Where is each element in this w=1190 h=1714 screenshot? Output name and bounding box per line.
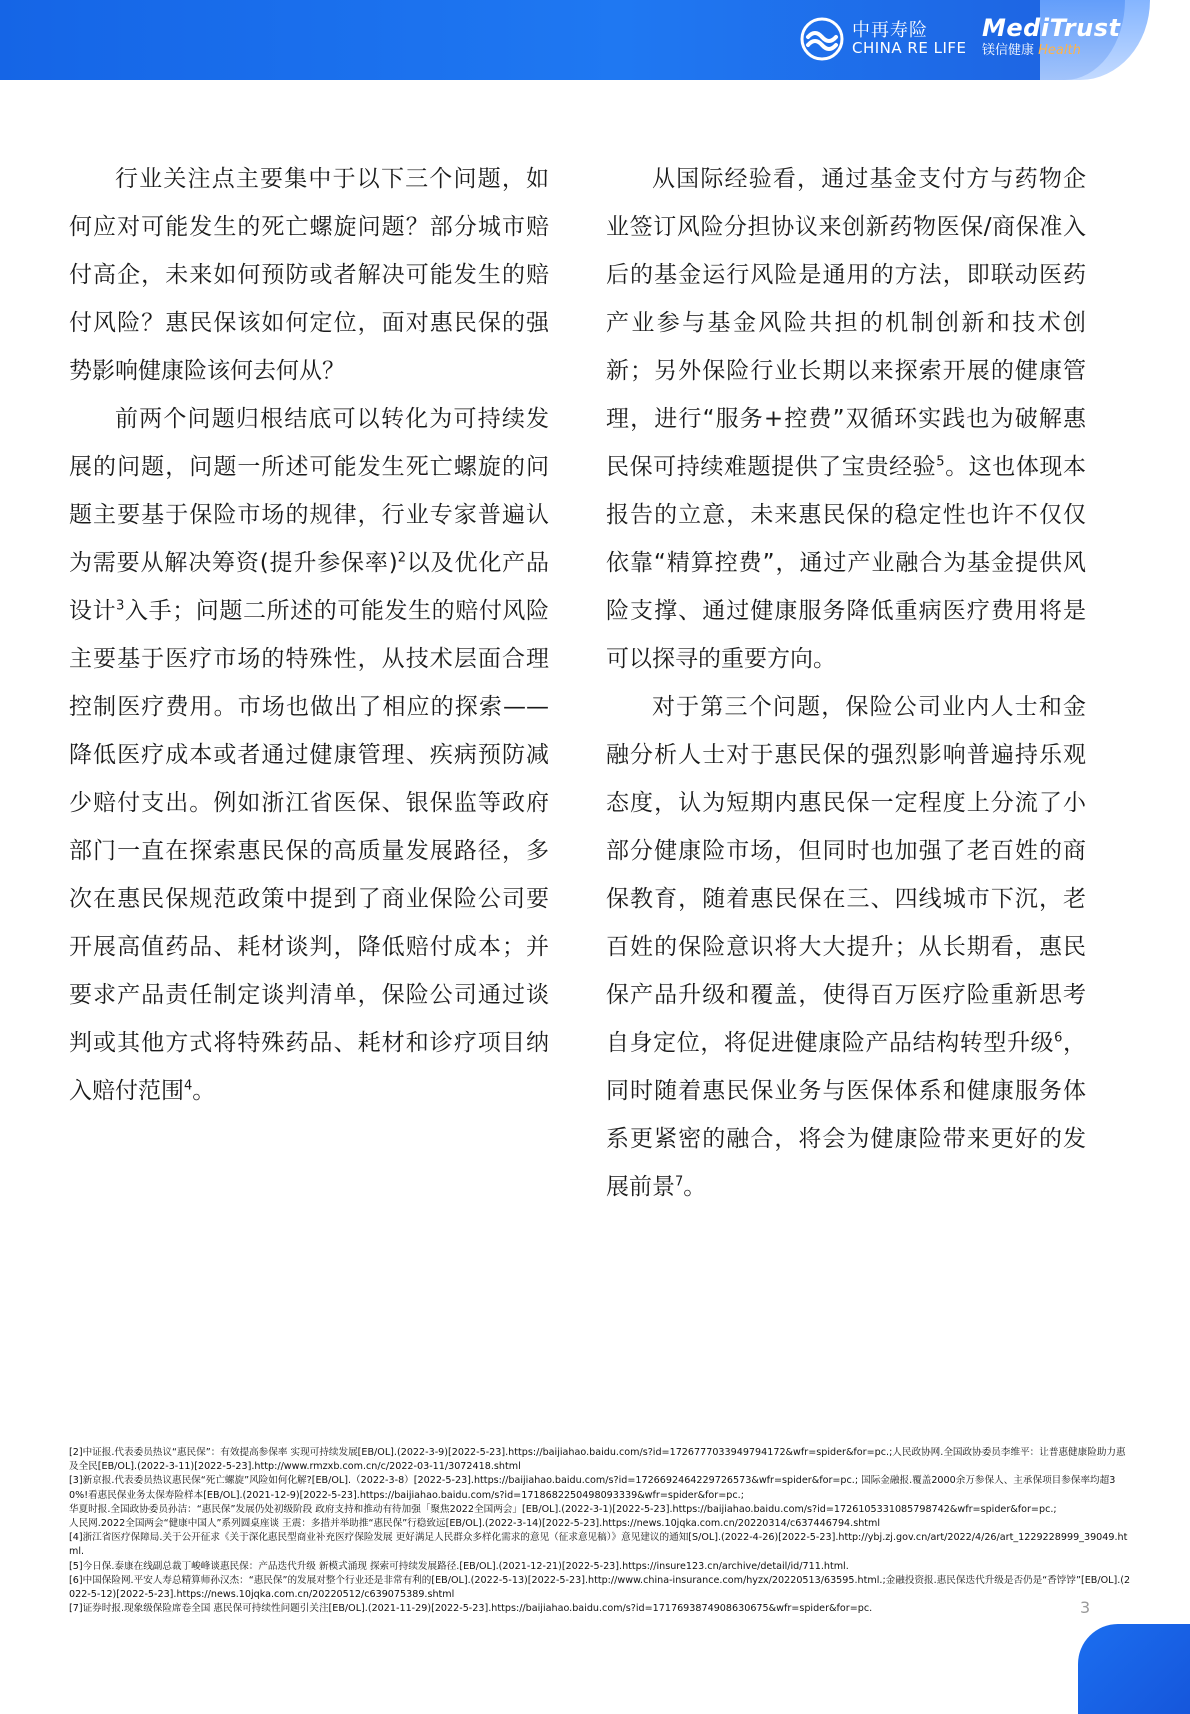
- paragraph-text: 前两个问题归根结底可以转化为可持续发展的问题，问题一所述可能发生死亡螺旋的问题主要基于保险市场的规律，行业专家普遍认为需要从解决筹资(提升参保率): [69, 406, 549, 576]
- logo-cn-text: 中再寿险: [852, 19, 928, 41]
- footnote-ref[interactable]: 5: [936, 454, 945, 470]
- paragraph-text: 从国际经验看，通过基金支付方与药物企业签订风险分担协议来创新药物医保/商保准入后的基金运行风险是通用的方法，即联动医药产业参与基金风险共担的机制创新和技术创新；另外保险行业长期以来探索开展的健康管理，进行“服务+控费”双循环实践也为破解惠民保可持续难题提供了宝贵经验: [606, 166, 1086, 480]
- paragraph: [606, 155, 1086, 683]
- footnote: [4]浙江省医疗保障局.关于公开征求《关于深化惠民型商业补充医疗保险发展 更好满足人民群众多样化需求的意见（征求意见稿）》意见建议的通知[S/OL].(2022-4-26)[2022-5-23].http://ybj.zj.gov.cn/art/2022/4/26/art_1229228999_39049.html.: [69, 1532, 1128, 1558]
- meditrust-logo: [982, 16, 1120, 57]
- page-number: 3: [1080, 1598, 1091, 1617]
- china-re-life-logo-icon: [800, 17, 844, 61]
- right-column: [606, 155, 1086, 1211]
- paragraph-text: ，同时随着惠民保业务与医保体系和健康服务体系更紧密的融合，将会为健康险带来更好的发展前景: [606, 1030, 1087, 1200]
- paragraph: [69, 395, 549, 1115]
- footnote: [2]中证报.代表委员热议“惠民保”：有效提高参保率 实现可持续发展[EB/OL].(2022-3-9)[2022-5-23].https://baijiahao.baidu.com/s?id=1726777033949794172&wfr=spider&for=pc.;人民政协网.全国政协委员李维平：让普惠健康险助力惠及全民[EB/OL].(2022-3-11)[2022-5-23].http://www.rmzxb.com.cn/c/2022-03-11/3072418.shtml: [69, 1447, 1126, 1473]
- paragraph: [606, 683, 1086, 1211]
- meditrust-cn-text: 镁信健康: [982, 43, 1035, 58]
- footnote: [5]今日保.泰康在线副总裁丁峻峰谈惠民保：产品迭代升级 新模式涌现 探索可持续发展路径.[EB/OL].(2021-12-21)[2022-5-23].https://insure123.cn/archive/detail/id/711.html.: [69, 1560, 849, 1572]
- footnote: 人民网.2022全国两会“健康中国人”系列圆桌座谈 王震：多措并举助推“惠民保”行稳致远[EB/OL].(2022-3-14)[2022-5-23].https://news.10jqka.com.cn/20220314/c637446794.shtml: [69, 1518, 881, 1530]
- footnotes: [69, 1446, 1134, 1616]
- left-column: [69, 155, 549, 1115]
- footer-corner-decoration: [1078, 1624, 1190, 1714]
- logo-en-text: CHINA RE LIFE: [852, 38, 967, 57]
- paragraph-text: 行业关注点主要集中于以下三个问题，如何应对可能发生的死亡螺旋问题？部分城市赔付高企，未来如何预防或者解决可能发生的赔付风险？惠民保该如何定位，面对惠民保的强势影响健康险该何去何从？: [69, 166, 549, 384]
- paragraph-text: 。: [192, 1078, 216, 1104]
- paragraph-text: 。: [683, 1174, 707, 1200]
- footnote-ref[interactable]: 4: [184, 1078, 193, 1094]
- footnote: [6]中国保险网.平安人寿总精算师孙汉杰：“惠民保”的发展对整个行业还是非常有利的[EB/OL].(2022-5-13)[2022-5-23].http://www.china-insurance.com/hyzx/20220513/63595.html.;金融投资报.惠民保迭代升级是否仍是“香饽饽”[EB/OL].(2022-5-12)[2022-5-23].https://news.10jqka.com.cn/20220512/c639075389.shtml: [69, 1574, 1131, 1601]
- footnote: 华夏时报.全国政协委员孙洁：“惠民保”发展仍处初级阶段 政府支持和推动有待加强「聚焦2022全国两会」[EB/OL].(2022-3-1)[2022-5-23].https://baijiahao.baidu.com/s?id=1726105331085798742&wfr=spider&for=pc.;: [69, 1503, 1057, 1515]
- paragraph-text: 以及优化产品设计: [69, 550, 549, 624]
- footnote-ref[interactable]: 7: [675, 1174, 684, 1190]
- footnote-ref[interactable]: 6: [1054, 1030, 1063, 1046]
- footnote-ref[interactable]: 2: [397, 550, 406, 566]
- meditrust-brand-text: MediTrust: [982, 14, 1121, 42]
- footnote: [7]证券时报.现象级保险席卷全国 惠民保可持续性问题引关注[EB/OL].(2021-11-29)[2022-5-23].https://baijiahao.baidu.com/s?id=1717693874908630675&wfr=spider&for=pc.: [69, 1603, 873, 1615]
- paragraph-text: 入手；问题二所述的可能发生的赔付风险主要基于医疗市场的特殊性，从技术层面合理控制医疗费用。市场也做出了相应的探索——降低医疗成本或者通过健康管理、疾病预防减少赔付支出。例如浙江省医保、银保监等政府部门一直在探索惠民保的高质量发展路径，多次在惠民保规范政策中提到了商业保险公司要开展高值药品、耗材谈判，降低赔付成本；并要求产品责任制定谈判清单，保险公司通过谈判或其他方式将特殊药品、耗材和诊疗项目纳入赔付范围: [69, 598, 549, 1104]
- footnote: [3]新京报.代表委员热议惠民保“死亡螺旋”风险如何化解?[EB/OL].（2022-3-8）[2022-5-23].https://baijiahao.baidu.com/s?id=1726692464229726573&wfr=spider&for=pc.; 国际金融报.覆盖2000余万参保人、主承保项目参保率均超30%!看惠民保业务太保寿险样本[EB/OL].(2021-12-9)[2022-5-23].https://baijiahao.baidu.com/s?id=1718682250498093339&wfr=spider&for=pc.;: [69, 1475, 1116, 1501]
- footnote-ref[interactable]: 3: [116, 598, 125, 614]
- paragraph-text: 对于第三个问题，保险公司业内人士和金融分析人士对于惠民保的强烈影响普遍持乐观态度，认为短期内惠民保一定程度上分流了小部分健康险市场，但同时也加强了老百姓的商保教育，随着惠民保在三、四线城市下沉，老百姓的保险意识将大大提升；从长期看，惠民保产品升级和覆盖，使得百万医疗险重新思考自身定位，将促进健康险产品结构转型升级: [606, 694, 1086, 1056]
- paragraph-text: 。这也体现本报告的立意，未来惠民保的稳定性也许不仅仅依靠“精算控费”，通过产业融合为基金提供风险支撑、通过健康服务降低重病医疗费用将是可以探寻的重要方向。: [606, 454, 1086, 672]
- china-re-life-logo: [800, 16, 966, 62]
- page-header: [0, 0, 1190, 80]
- paragraph: [69, 155, 549, 395]
- meditrust-health-text: Health: [1038, 43, 1081, 58]
